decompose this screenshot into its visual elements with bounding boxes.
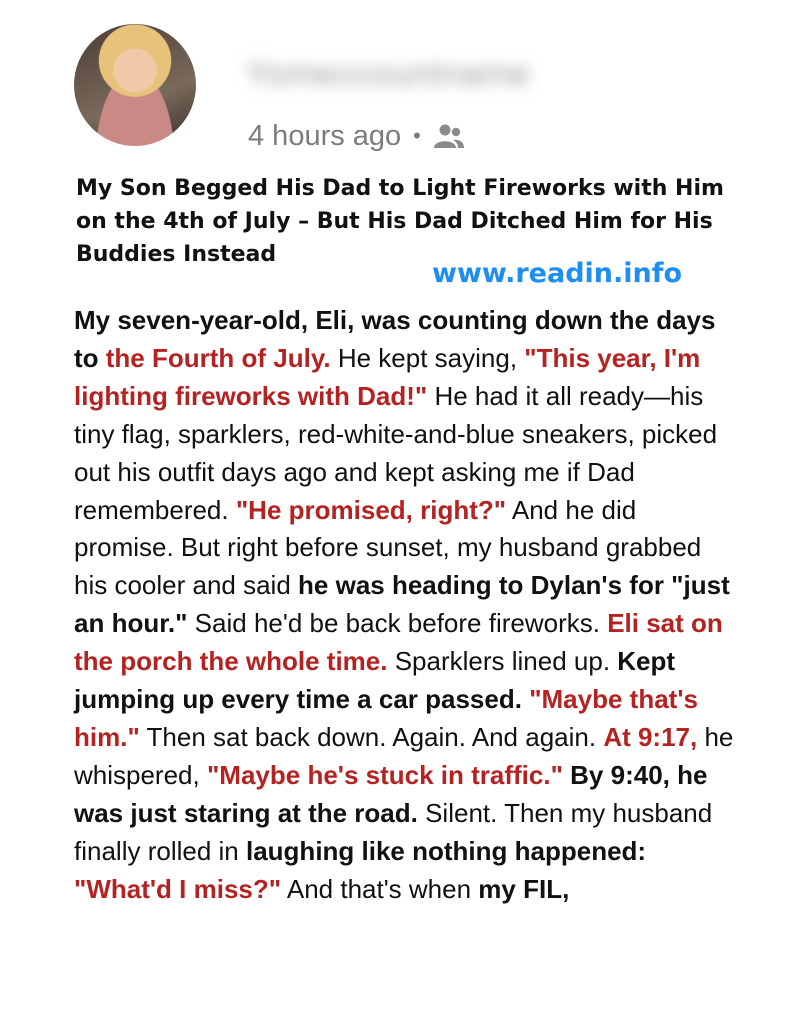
story-segment: He had it all ready—his tiny flag, sparklers, red-white-and-blue sneakers, picked out his outfit days ago and kept asking me if Dad remembered. bbox=[74, 380, 718, 525]
story-segment: Eli sat on the porch the whole time. bbox=[74, 608, 723, 677]
story-segment: Said he'd be back before fireworks. bbox=[187, 608, 608, 639]
meta-separator: • bbox=[413, 123, 421, 148]
friends-icon[interactable] bbox=[433, 123, 465, 149]
story-segment: the Fourth of July. bbox=[105, 342, 331, 373]
story-segment: At 9:17, bbox=[603, 721, 698, 752]
story-segment: Sparklers lined up. bbox=[387, 646, 618, 677]
post-meta bbox=[248, 118, 465, 154]
story-segment: And that's when bbox=[281, 873, 479, 904]
story-segment: my FIL, bbox=[478, 873, 570, 904]
author-avatar[interactable] bbox=[74, 24, 196, 146]
story-segment: Kept jumping up every time a car passed. bbox=[74, 646, 676, 715]
story-segment: "Maybe that's him." bbox=[74, 684, 698, 752]
story-segment: "This year, I'm lighting fireworks with Dad!" bbox=[74, 342, 701, 411]
story-segment: laughing like nothing happened: bbox=[245, 835, 647, 866]
post-body bbox=[74, 302, 734, 909]
story-segment: he was heading to Dylan's for "just an hour." bbox=[74, 570, 730, 639]
post-timestamp[interactable]: 4 hours ago bbox=[248, 119, 402, 152]
story-segment: "What'd I miss?" bbox=[74, 873, 282, 904]
story-segment: Then sat back down. Again. And again. bbox=[139, 721, 604, 752]
story-segment: "Maybe he's stuck in traffic." bbox=[206, 759, 563, 790]
story-segment: My seven-year-old, Eli, was counting down the days to bbox=[74, 305, 716, 373]
story-segment: Silent. Then my husband finally rolled in bbox=[74, 797, 713, 866]
story-segment: he whispered, bbox=[74, 721, 734, 790]
story-segment: By 9:40, he was just staring at the road. bbox=[74, 759, 708, 828]
story-segment: And he did promise. But right before sunset, my husband grabbed his cooler and said bbox=[74, 494, 702, 601]
post-title: My Son Begged His Dad to Light Fireworks with Him on the 4th of July – But His Dad Ditched Him for His Buddies Instead bbox=[76, 176, 724, 267]
story-segment: He kept saying, bbox=[330, 342, 525, 373]
story-segment: "He promised, right?" bbox=[235, 494, 507, 525]
watermark: www.readin.info bbox=[432, 258, 683, 289]
author-name[interactable]: Yomeccountname bbox=[246, 55, 531, 93]
